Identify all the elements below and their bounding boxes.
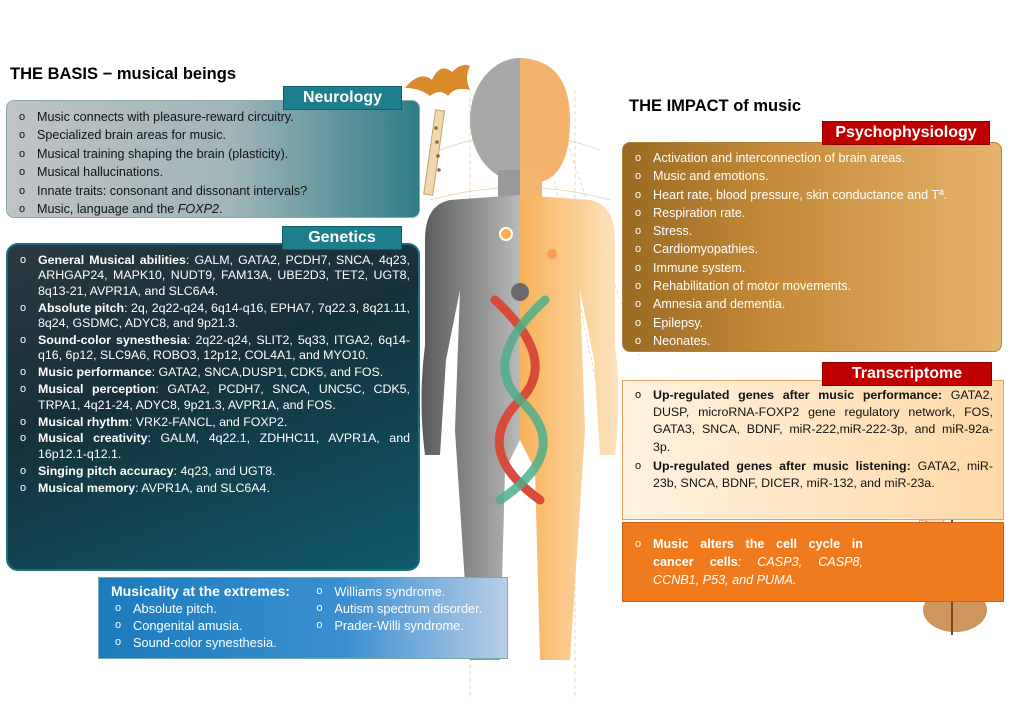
transcriptome-item-label: Up-regulated genes after music listening: <box>653 458 911 473</box>
extremes-item: o Williams syndrome. <box>312 583 499 600</box>
genetics-item-label: Sound-color synesthesia <box>38 333 187 348</box>
genetics-item-genes: : 4q23, and UGT8. <box>173 463 276 478</box>
neurology-item: o Musical hallucinations. <box>15 163 413 181</box>
psychophysiology-item: o Neonates. <box>631 332 995 350</box>
cancer-item <box>631 535 863 589</box>
genetics-item-label: Music performance <box>38 365 152 380</box>
genetics-item-genes: : AVPR1A, and SLC6A4. <box>135 480 270 495</box>
psychophysiology-item: o Cardiomyopathies. <box>631 240 995 258</box>
cancer-text: : CASP3, CASP8, CCNB1, P53, and PUMA. <box>653 555 863 587</box>
genetics-item <box>16 333 410 364</box>
genetics-item-label: General Musical abilities <box>38 253 186 267</box>
extremes-panel <box>98 577 508 659</box>
organ-marker <box>511 283 529 301</box>
psychophysiology-tab: Psychophysiology <box>822 121 990 145</box>
neurology-panel <box>6 100 420 218</box>
genetics-item <box>16 301 410 332</box>
psychophysiology-item: o Stress. <box>631 222 995 240</box>
psychophysiology-panel <box>622 142 1002 352</box>
transcriptome-item-genes: GATA2, miR-23b, SNCA, BDNF, DICER, miR-132, and miR-23a. <box>653 458 993 491</box>
extremes-item: o Autism spectrum disorder. <box>312 600 499 617</box>
psychophysiology-item: o Rehabilitation of motor movements. <box>631 277 995 295</box>
genetics-panel <box>6 243 420 571</box>
extremes-item: o Prader-Willi syndrome. <box>312 617 499 634</box>
genetics-item <box>16 415 410 430</box>
genetics-item <box>16 431 410 462</box>
bat-icon <box>405 65 470 96</box>
neurology-item-end: . <box>219 202 223 217</box>
extremes-item: o Congenital amusia. <box>111 617 312 634</box>
left-title: THE BASIS − musical beings <box>10 65 237 83</box>
transcriptome-list <box>631 387 993 492</box>
genetics-item-genes: : VRK2-FANCL, and FOXP2. <box>128 414 288 429</box>
psychophysiology-item: o Immune system. <box>631 259 995 277</box>
genetics-list <box>16 253 410 496</box>
neurology-tab: Neurology <box>283 86 402 110</box>
heart-marker <box>500 228 512 240</box>
genetics-item <box>16 481 410 496</box>
psychophysiology-item: o Music and emotions. <box>631 167 995 185</box>
genetics-item-genes: : GALM, 4q22.1, ZDHHC11, AVPR1A, and 16p12.1-q12.1. <box>38 431 410 461</box>
genetics-item-genes: : 2q22-q24, SLIT2, 5q33, ITGA2, 6q14-q16, 6p12, SLC9A6, ROBO3, 12p12, COL4A1, and MYO10. <box>38 333 410 363</box>
right-title: THE IMPACT of music <box>629 97 802 115</box>
organ-marker-2 <box>547 249 557 259</box>
genetics-item-label: Musical perception <box>38 382 156 397</box>
genetics-item <box>16 365 410 380</box>
neurology-item <box>15 200 413 218</box>
extremes-right-list <box>312 583 499 651</box>
psychophysiology-item: o Heart rate, blood pressure, skin conductance and Tª. <box>631 186 995 204</box>
neurology-item: o Music connects with pleasure-reward circuitry. <box>15 108 413 126</box>
neurology-list <box>15 108 413 218</box>
genetics-item-label: Musical memory <box>38 480 136 495</box>
extremes-item: o Absolute pitch. <box>111 600 312 617</box>
cancer-panel <box>622 522 1004 602</box>
neurology-item: o Musical training shaping the brain (plasticity). <box>15 145 413 163</box>
genetics-item-genes: : 2q, 2q22-q24, 6q14-q16, EPHA7, 7q22.3, 8q21.11, 8q24, GSDMC, ADYC8, and 9p21.3. <box>38 300 410 331</box>
transcriptome-item <box>631 387 993 456</box>
genetics-item-label: Musical rhythm <box>38 414 129 429</box>
flute-icon <box>424 110 445 195</box>
psychophysiology-item: o Activation and interconnection of brain areas. <box>631 149 995 167</box>
neurology-item: o Innate traits: consonant and dissonant intervals? <box>15 182 413 200</box>
transcriptome-tab: Transcriptome <box>822 362 992 386</box>
genetics-tab: Genetics <box>282 226 402 250</box>
extremes-item: o Sound-color synesthesia. <box>111 634 312 651</box>
cancer-list <box>631 535 863 589</box>
genetics-item-genes: : GATA2, PCDH7, SNCA, UNC5C, CDK5, TRPA1, 4q21-24, ADYC8, 9p21.3, AVPR1A, and FOS. <box>38 382 410 412</box>
genetics-item <box>16 464 410 479</box>
psychophysiology-list <box>631 149 995 350</box>
neurology-item: o Specialized brain areas for music. <box>15 126 413 144</box>
transcriptome-item <box>631 458 993 492</box>
psychophysiology-item: o Epilepsy. <box>631 314 995 332</box>
genetics-item <box>16 253 410 299</box>
genetics-item-genes: : GATA2, SNCA,DUSP1, CDK5, and FOS. <box>151 365 384 380</box>
psychophysiology-item: o Amnesia and dementia. <box>631 295 995 313</box>
transcriptome-panel <box>622 380 1004 520</box>
genetics-item <box>16 382 410 413</box>
genetics-item-label: Musical creativity <box>38 431 148 446</box>
extremes-left-list <box>111 600 312 651</box>
cancer-label: Music alters the cell cycle in cancer cells <box>653 537 863 569</box>
neurology-item-text: Music, language and the <box>37 202 178 217</box>
genetics-item-genes: : GALM, GATA2, PCDH7, SNCA, 4q23, ARHGAP24, MAPK10, NUDT9, FAM13A, UBE2D3, TET2, UGT8, 8q13-21, AVPR1A, and SLC6A4. <box>38 253 410 298</box>
transcriptome-item-genes: GATA2, DUSP, microRNA-FOXP2 gene regulatory network, FOS, GATA3, SNCA, BDNF, miR-222,miR-222-3p, and miR-92a-3p. <box>653 388 993 454</box>
genetics-item-label: Absolute pitch <box>38 300 125 315</box>
transcriptome-item-label: Up-regulated genes after music performance: <box>653 388 943 402</box>
genetics-item-label: Singing pitch accuracy <box>38 463 174 478</box>
neurology-item-gene: FOXP2 <box>177 202 220 217</box>
extremes-title: Musicality at the extremes: <box>111 583 290 599</box>
psychophysiology-item: o Respiration rate. <box>631 204 995 222</box>
